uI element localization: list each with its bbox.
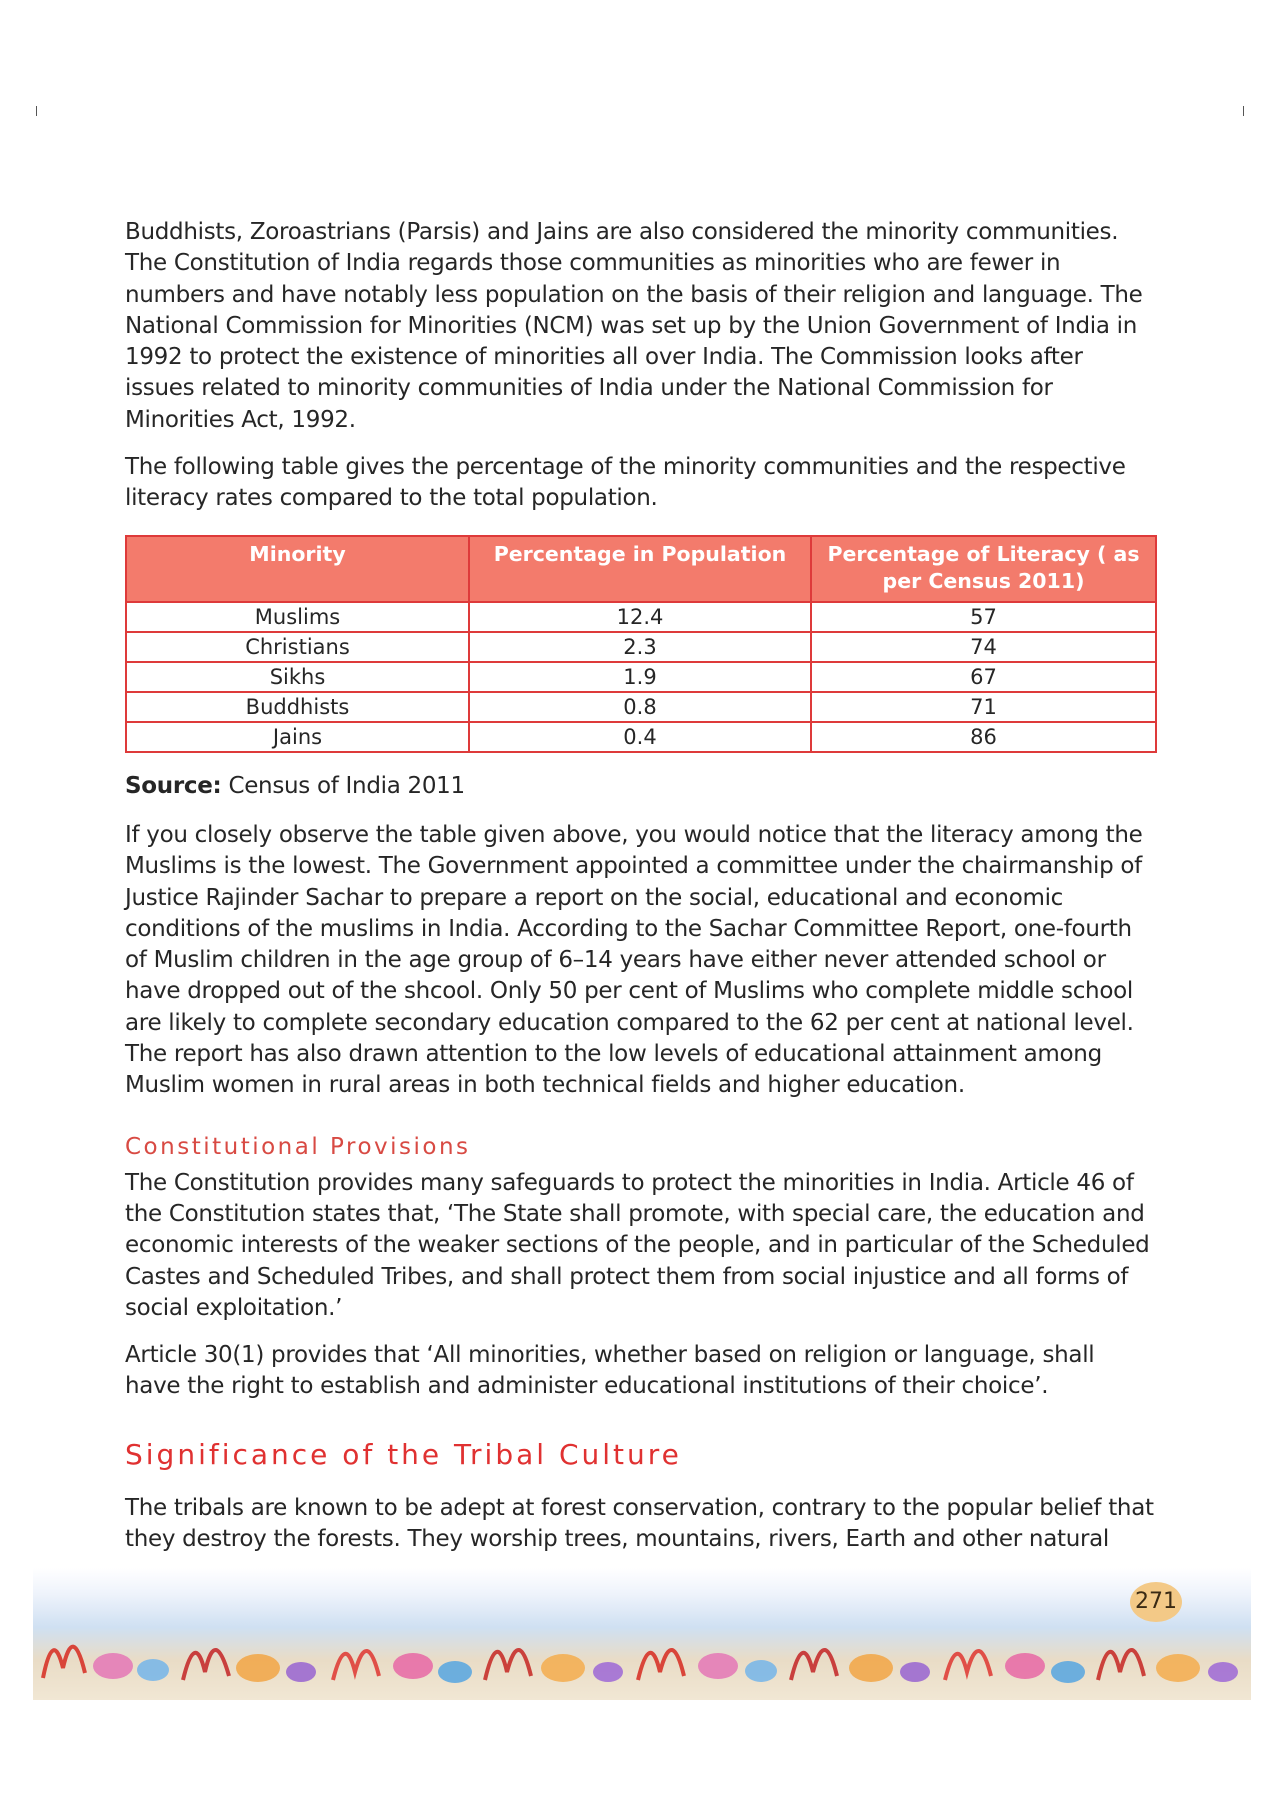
cell-population: 0.8: [469, 692, 811, 722]
crop-mark-top-left: [36, 106, 37, 116]
cell-literacy: 74: [811, 632, 1156, 662]
cell-literacy: 57: [811, 602, 1156, 632]
cell-population: 1.9: [469, 662, 811, 692]
table-row: [126, 602, 1156, 632]
cell-literacy: 86: [811, 722, 1156, 752]
page-content: [125, 217, 1155, 1555]
shells-coral-decoration: [33, 1568, 1251, 1700]
header-literacy: Percentage of Literacy ( as per Census 2011): [811, 536, 1156, 602]
table-intro-paragraph: The following table gives the percentage of the minority communities and the respective literacy rates compared to the total population.: [125, 454, 1126, 512]
cell-literacy: 71: [811, 692, 1156, 722]
header-minority: Minority: [126, 536, 469, 602]
cell-minority: Buddhists: [126, 692, 469, 722]
minority-literacy-table: [125, 535, 1157, 753]
tribal-paragraph: The tribals are known to be adept at forest conservation, contrary to the popular belief that they destroy the forests. They worship trees, mountains, rivers, Earth and other natural: [125, 1494, 1154, 1553]
cell-population: 0.4: [469, 722, 811, 752]
table-header-row: [126, 536, 1156, 602]
cell-literacy: 67: [811, 662, 1156, 692]
intro-paragraph: Buddhists, Zoroastrians (Parsis) and Jains are also considered the minority communities. The Constitution of India regards those communities as minorities who are fewer in numbers and have notably less population on the basis of their religion and language. The National Commission for Minorities (NCM) was set up by the Union Government of India in 1992 to protect the existence of minorities all over India. The Commission looks after issues related to minority communities of India under the National Commission for Minorities Act, 1992.: [125, 219, 1143, 433]
table-row: [126, 722, 1156, 752]
cell-minority: Jains: [126, 722, 469, 752]
tribal-culture-heading: Significance of the Tribal Culture: [125, 1437, 682, 1471]
cell-population: 2.3: [469, 632, 811, 662]
constitutional-provisions-heading: Constitutional Provisions: [125, 1133, 471, 1160]
header-population: Percentage in Population: [469, 536, 811, 602]
constitutional-paragraph-1: The Constitution provides many safeguards to protect the minorities in India. Article 46 of the Constitution states that, ‘The State shall promote, with special care, the education and economic interests of the weaker sections of the people, and in particular of the Scheduled Castes and Scheduled Tribes, and shall protect them from social injustice and all forms of social exploitation.’: [125, 1169, 1150, 1321]
source-label: Source:: [125, 772, 222, 799]
cell-minority: Muslims: [126, 602, 469, 632]
decorative-footer-band: [33, 1568, 1251, 1700]
cell-minority: Sikhs: [126, 662, 469, 692]
table-row: [126, 662, 1156, 692]
table-source: [125, 771, 1155, 802]
constitutional-paragraph-2: Article 30(1) provides that ‘All minorities, whether based on religion or language, shall have the right to establish and administer educational institutions of their choice’.: [125, 1342, 1095, 1400]
source-text: Census of India 2011: [228, 772, 465, 799]
table-row: [126, 692, 1156, 722]
crop-mark-top-right: [1243, 106, 1244, 116]
cell-population: 12.4: [469, 602, 811, 632]
cell-minority: Christians: [126, 632, 469, 662]
page-number: 271: [1130, 1582, 1182, 1622]
table-row: [126, 632, 1156, 662]
observation-paragraph: If you closely observe the table given above, you would notice that the literacy among the Muslims is the lowest. The Government appointed a committee under the chairmanship of Justice Rajinder Sachar to prepare a report on the social, educational and economic conditions of the muslims in India. According to the Sachar Committee Report, one-fourth of Muslim children in the age group of 6–14 years have either never attended school or have dropped out of the shcool. Only 50 per cent of Muslims who complete middle school are likely to complete secondary education compared to the 62 per cent at national level. The report has also drawn attention to the low levels of educational attainment among Muslim women in rural areas in both technical fields and higher education.: [125, 821, 1143, 1099]
